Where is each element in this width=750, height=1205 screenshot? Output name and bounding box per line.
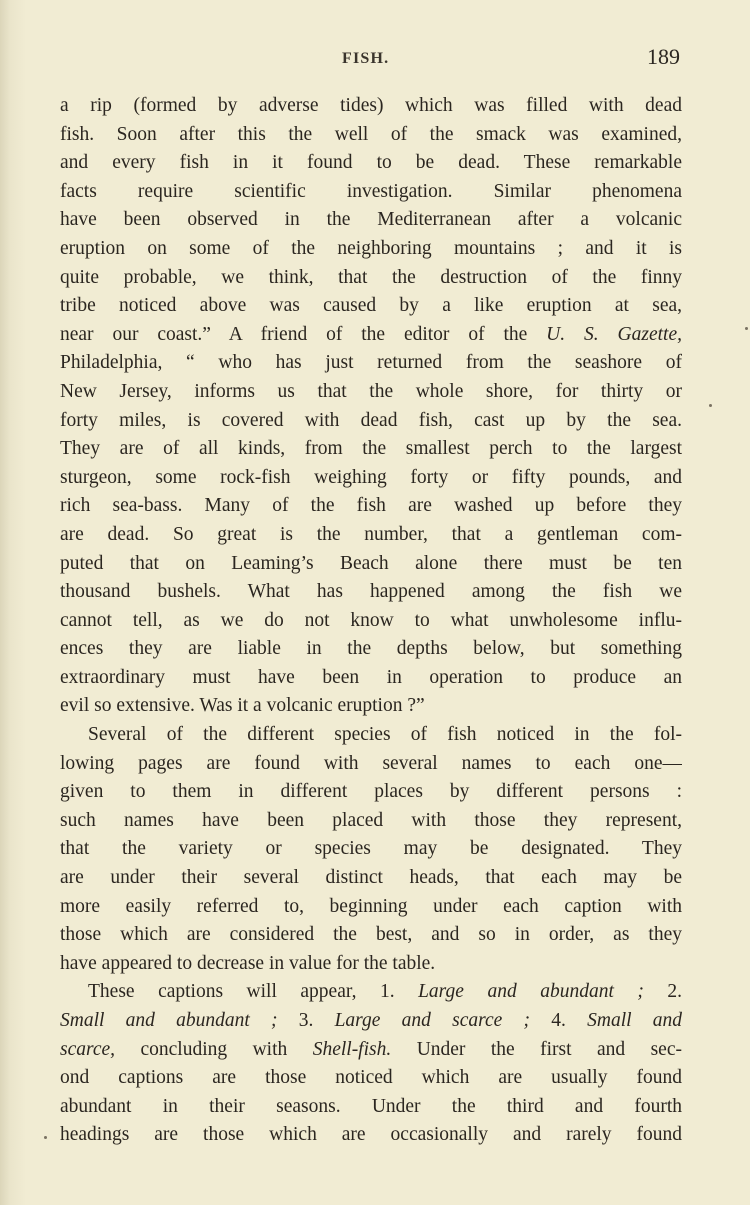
text-line: [60, 378, 682, 407]
text-run: sturgeon, some rock-fish weighing forty or fifty pounds, and: [60, 466, 682, 488]
text-line: [60, 235, 682, 264]
text-line: [60, 664, 682, 693]
text-line: [60, 1036, 682, 1065]
text-run: forty miles, is covered with dead fish, cast up by the sea.: [60, 409, 682, 431]
text-line: [60, 1064, 682, 1093]
text-run: such names have been placed with those they represent,: [60, 809, 682, 831]
text-line: [60, 206, 682, 235]
text-line: [60, 464, 682, 493]
text-run: puted that on Leaming’s Beach alone there must be ten: [60, 552, 682, 574]
text-line: [60, 407, 682, 436]
text-run: ond captions are those noticed which are usually found: [60, 1067, 682, 1089]
text-run: quite probable, we think, that the destruction of the finny: [60, 266, 682, 288]
body-text: [60, 92, 682, 1150]
text-line: [60, 750, 682, 779]
text-run: Under the first and sec-: [391, 1038, 682, 1060]
text-line: [60, 435, 682, 464]
text-line: [60, 149, 682, 178]
text-run: Philadelphia, “ who has just returned from the seashore of: [60, 352, 682, 374]
text-run: evil so extensive. Was it a volcanic eruption ?”: [60, 695, 425, 717]
running-head: [60, 44, 682, 74]
italic-text: Small and abundant ;: [60, 1010, 278, 1031]
text-run: headings are those which are occasionally and rarely found: [60, 1124, 682, 1146]
text-line: [60, 864, 682, 893]
text-run: Several of the different species of fish noticed in the fol-: [88, 724, 682, 746]
text-run: fish. Soon after this the well of the smack was examined,: [60, 123, 682, 145]
text-run: those which are considered the best, and so in order, as they: [60, 924, 682, 946]
text-line: [60, 978, 682, 1007]
text-run: New Jersey, informs us that the whole shore, for thirty or: [60, 380, 682, 402]
running-title: FISH.: [342, 50, 390, 67]
text-line: [60, 1007, 682, 1036]
text-run: eruption on some of the neighboring mountains ; and it is: [60, 237, 682, 259]
text-line: [60, 635, 682, 664]
text-run: that the variety or species may be designated. They: [60, 838, 682, 860]
text-run: have appeared to decrease in value for the table.: [60, 952, 436, 974]
text-line: [60, 521, 682, 550]
text-run: tribe noticed above was caused by a like eruption at sea,: [60, 295, 682, 317]
text-line: [60, 921, 682, 950]
paper-speck: [745, 327, 748, 330]
text-run: lowing pages are found with several names to each one—: [60, 752, 682, 774]
text-run: ences they are liable in the depths below, but something: [60, 638, 682, 660]
text-run: cannot tell, as we do not know to what unwholesome influ-: [60, 609, 682, 631]
page-number: 189: [647, 44, 680, 69]
text-run: extraordinary must have been in operation to produce an: [60, 666, 682, 688]
text-run: 2.: [643, 981, 682, 1003]
paper-speck: [44, 1136, 47, 1139]
text-run: 4.: [530, 1010, 588, 1031]
text-run: have been observed in the Mediterranean after a volcanic: [60, 209, 682, 231]
text-line: [60, 950, 682, 979]
italic-text: U. S. Gazette,: [546, 323, 682, 345]
text-line: [60, 578, 682, 607]
text-line: [60, 321, 682, 350]
text-line: [60, 550, 682, 579]
text-run: are under their several distinct heads, that each may be: [60, 867, 682, 889]
text-run: abundant in their seasons. Under the third and fourth: [60, 1095, 682, 1117]
text-run: near our coast.” A friend of the editor of the: [60, 323, 547, 345]
text-line: [60, 1121, 682, 1150]
italic-text: scarce,: [60, 1038, 116, 1060]
text-run: more easily referred to, beginning under each caption with: [60, 895, 682, 917]
text-run: They are of all kinds, from the smallest perch to the largest: [60, 438, 682, 460]
text-line: [60, 778, 682, 807]
paper-speck: [709, 404, 712, 407]
text-run: rich sea-bass. Many of the fish are washed up before they: [60, 495, 682, 517]
text-line: [60, 893, 682, 922]
text-line: [60, 178, 682, 207]
text-line: [60, 349, 682, 378]
text-run: and every fish in it found to be dead. These remarkable: [60, 152, 682, 174]
text-line: [60, 1093, 682, 1122]
text-line: [60, 835, 682, 864]
text-run: These captions will appear, 1.: [88, 981, 419, 1003]
text-line: [60, 607, 682, 636]
text-run: thousand bushels. What has happened among the fish we: [60, 581, 682, 603]
italic-text: Large and abundant ;: [418, 981, 644, 1003]
text-line: [60, 121, 682, 150]
italic-text: Shell-fish.: [312, 1038, 392, 1060]
text-line: [60, 692, 682, 721]
text-run: concluding with: [115, 1038, 313, 1060]
text-run: facts require scientific investigation. Similar phenomena: [60, 180, 682, 202]
italic-text: Small and: [587, 1010, 682, 1031]
text-line: [60, 807, 682, 836]
text-line: [60, 92, 682, 121]
text-run: a rip (formed by adverse tides) which was filled with dead: [60, 95, 682, 116]
italic-text: Large and scarce ;: [334, 1010, 531, 1031]
text-line: [60, 492, 682, 521]
text-run: are dead. So great is the number, that a gentleman com-: [60, 523, 682, 545]
text-run: given to them in different places by different persons :: [60, 781, 682, 803]
text-line: [60, 264, 682, 293]
text-run: 3.: [277, 1010, 335, 1031]
text-line: [60, 721, 682, 750]
text-line: [60, 292, 682, 321]
